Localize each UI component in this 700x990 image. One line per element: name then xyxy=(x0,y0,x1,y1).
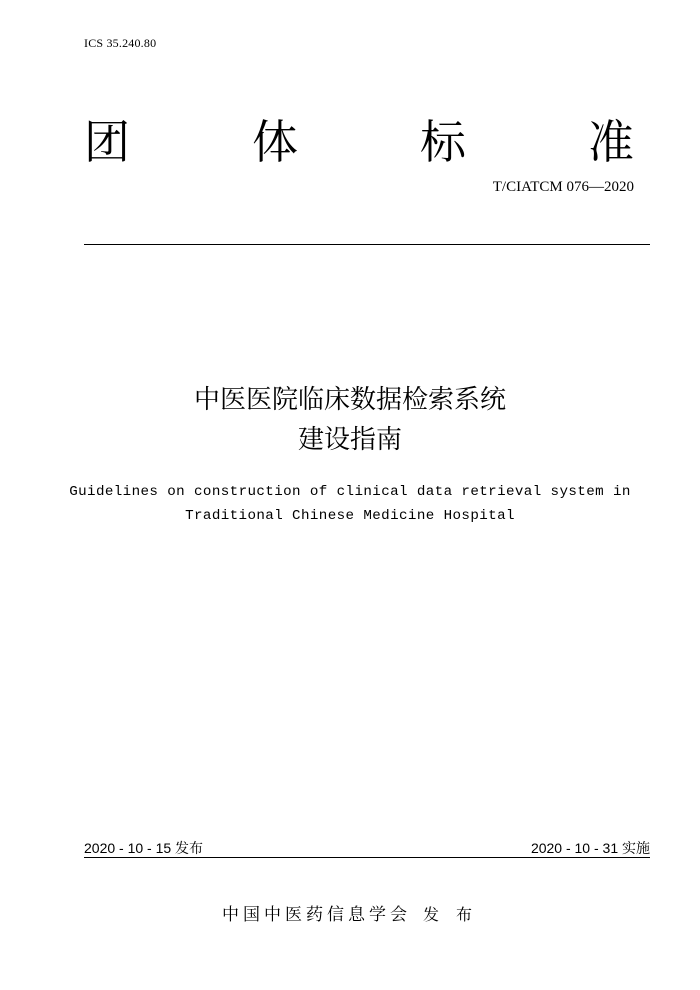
english-title-line-1: Guidelines on construction of clinical data retrieval system in xyxy=(69,484,631,500)
document-type-title xyxy=(84,112,634,172)
chinese-title xyxy=(0,380,700,460)
title-char-2: 体 xyxy=(252,115,298,169)
ics-code: ICS 35.240.80 xyxy=(84,36,157,50)
bottom-divider xyxy=(84,857,650,858)
english-title-line-2: Traditional Chinese Medicine Hospital xyxy=(185,508,515,524)
publish-verb: 发 布 xyxy=(422,905,479,924)
release-date: 2020 - 10 - 15 发布 xyxy=(84,840,204,856)
date-row xyxy=(84,838,650,858)
title-char-4: 准 xyxy=(588,115,634,169)
chinese-title-line-2: 建设指南 xyxy=(297,425,402,455)
title-char-3: 标 xyxy=(420,115,466,169)
chinese-title-line-1: 中医医院临床数据检索系统 xyxy=(193,385,506,415)
standard-number: T/CIATCM 076—2020 xyxy=(492,179,634,195)
title-char-1: 团 xyxy=(84,115,130,169)
top-divider xyxy=(84,244,650,245)
english-title xyxy=(60,480,640,528)
publisher-line xyxy=(0,900,700,925)
publisher-name: 中国中医药信息学会 xyxy=(221,905,411,925)
implement-date: 2020 - 10 - 31 实施 xyxy=(530,840,650,856)
